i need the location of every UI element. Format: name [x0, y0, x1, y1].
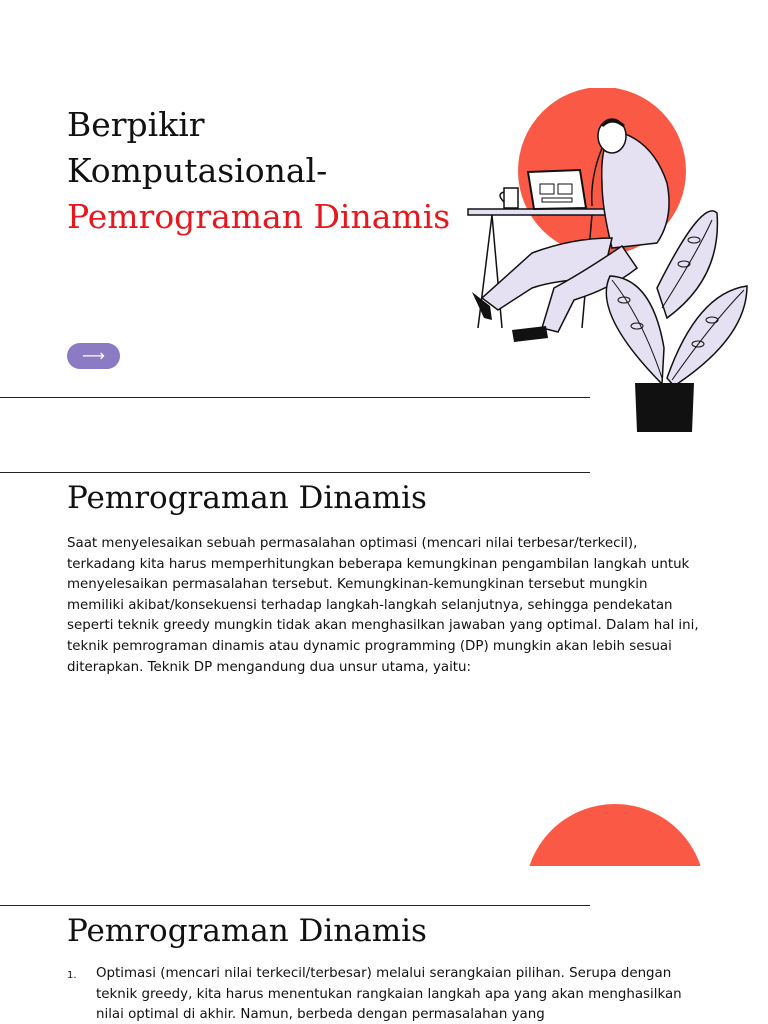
shoe-right	[512, 326, 548, 342]
list-text: Optimasi (mencari nilai terkecil/terbesar) melalui serangkaian pilihan. Serupa dengan teknik greedy, kita harus menentukan rangkaian langkah apa yang akan menghasilkan nilai optimal di akhir. Namun, berbeda dengan permasalahan yang	[96, 966, 682, 1023]
section-paragraph: Saat menyelesaikan sebuah permasalahan optimasi (mencari nilai terbesar/terkecil), terkadang kita harus memperhitungkan beberapa kemungkinan pengambilan langkah untuk menyelesaikan permasalahan tersebut. Kemungkinan-kemungkinan tersebut mungkin memiliki akibat/konsekuensi terhadap langkah-langkah selanjutnya, sehingga pendekatan seperti teknik greedy mungkin tidak akan menghasilkan jawaban yang optimal. Dalam hal ini, teknik pemrograman dinamis atau dynamic programming (DP) mungkin akan lebih sesuai diterapkan. Teknik DP mengandung dua unsur utama, yaitu:	[67, 536, 699, 675]
desk-top	[468, 209, 626, 215]
plant-pot	[635, 383, 694, 432]
mug-icon	[504, 188, 518, 208]
numbered-list	[67, 964, 707, 1024]
divider-line	[0, 397, 590, 398]
plant-leaf	[606, 276, 664, 384]
divider-line	[0, 472, 590, 473]
section-title: Pemrograman Dinamis	[67, 913, 427, 949]
arrow-right-icon: ⟶	[82, 346, 105, 365]
divider-line	[0, 905, 590, 906]
title-accent: Pemrograman Dinamis	[67, 197, 451, 236]
title-main: Berpikir Komputasional-	[67, 105, 328, 190]
laptop-icon	[528, 170, 586, 209]
page-title	[67, 102, 467, 240]
list-item	[67, 964, 707, 1024]
orange-half-circle	[525, 802, 705, 866]
person-at-desk-illustration	[462, 88, 752, 436]
next-arrow-button[interactable]	[67, 343, 120, 369]
list-number: 1.	[67, 970, 77, 981]
section-title: Pemrograman Dinamis	[67, 480, 427, 516]
